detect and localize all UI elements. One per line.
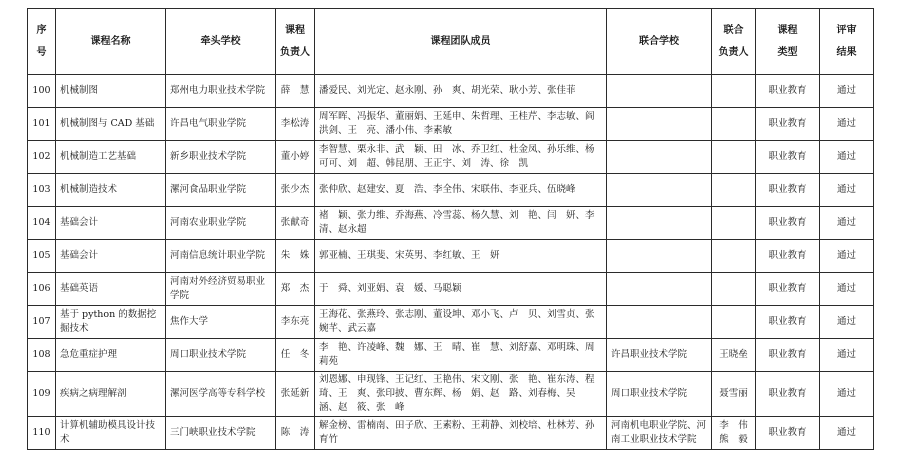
- header-joint-leader-line1: 联合: [723, 24, 744, 36]
- cell-joint-school: 河南机电职业学院、河南工业职业技术学院: [607, 417, 712, 450]
- table-row: [28, 141, 874, 174]
- cell-type: 职业教育: [756, 306, 820, 339]
- cell-result: 通过: [820, 417, 874, 450]
- table-row: [28, 417, 874, 450]
- table-row: [28, 108, 874, 141]
- header-joint-leader: [712, 9, 756, 75]
- cell-result: 通过: [820, 75, 874, 108]
- cell-type: 职业教育: [756, 273, 820, 306]
- cell-seq: 110: [28, 417, 56, 450]
- cell-result: 通过: [820, 273, 874, 306]
- cell-course: 基于 python 的数据挖掘技术: [56, 306, 166, 339]
- cell-joint-school: [607, 273, 712, 306]
- cell-result: 通过: [820, 372, 874, 417]
- cell-joint-school: [607, 306, 712, 339]
- table-body: [28, 75, 874, 450]
- cell-members: 潘爱民、刘光定、赵永刚、孙 爽、胡光荣、耿小芳、张佳菲: [315, 75, 607, 108]
- cell-members: 周军晖、冯振华、董丽娟、王延申、朱哲理、王桂芹、李志敏、阎洪剑、王 亮、潘小伟、李素敏: [315, 108, 607, 141]
- cell-course: 机械制图: [56, 75, 166, 108]
- cell-members: 郭亚楠、王琪斐、宋英男、李红敏、王 妍: [315, 240, 607, 273]
- cell-members: 刘恩娜、申现锋、王记红、王艳伟、宋文刚、张 艳、崔东涛、程 琦、王 爽、张印披、曹东辉、杨 娟、赵 路、刘春梅、吴 涵、赵 筱、张 峰: [315, 372, 607, 417]
- cell-leader: 张少杰: [276, 174, 315, 207]
- cell-members: 李 艳、许凌峰、魏 娜、王 晴、崔 慧、刘舒嘉、邓明珠、周莉苑: [315, 339, 607, 372]
- cell-joint-leader: [712, 141, 756, 174]
- cell-course: 急危重症护理: [56, 339, 166, 372]
- cell-seq: 107: [28, 306, 56, 339]
- cell-course: 机械制造技术: [56, 174, 166, 207]
- table-row: [28, 306, 874, 339]
- cell-joint-school: [607, 108, 712, 141]
- cell-type: 职业教育: [756, 174, 820, 207]
- cell-school: 周口职业技术学院: [166, 339, 276, 372]
- header-result-line1: 评审: [836, 24, 857, 36]
- cell-joint-leader: [712, 75, 756, 108]
- cell-type: 职业教育: [756, 372, 820, 417]
- cell-members: 于 舜、刘亚娟、袁 媛、马聪颖: [315, 273, 607, 306]
- cell-school: 郑州电力职业技术学院: [166, 75, 276, 108]
- cell-joint-leader: [712, 207, 756, 240]
- cell-type: 职业教育: [756, 339, 820, 372]
- table-row: [28, 273, 874, 306]
- table-row: [28, 174, 874, 207]
- header-type-line1: 课程: [777, 24, 798, 36]
- cell-type: 职业教育: [756, 417, 820, 450]
- cell-joint-school: 周口职业技术学院: [607, 372, 712, 417]
- cell-leader: 任 冬: [276, 339, 315, 372]
- cell-leader: 董小婷: [276, 141, 315, 174]
- cell-seq: 100: [28, 75, 56, 108]
- cell-leader: 陈 涛: [276, 417, 315, 450]
- cell-course: 机械制图与 CAD 基础: [56, 108, 166, 141]
- cell-school: 焦作大学: [166, 306, 276, 339]
- table-row: [28, 372, 874, 417]
- table-row: [28, 75, 874, 108]
- cell-result: 通过: [820, 108, 874, 141]
- cell-leader: 郑 杰: [276, 273, 315, 306]
- header-leader-line1: 课程: [285, 24, 305, 36]
- cell-type: 职业教育: [756, 207, 820, 240]
- cell-course: 疾病之病理解剖: [56, 372, 166, 417]
- cell-joint-leader: 李 伟 熊 毅: [712, 417, 756, 450]
- header-type-line2: 类型: [777, 46, 798, 58]
- cell-members: 张仲欣、赵建安、夏 浩、李全伟、宋联伟、李亚兵、伍晓峰: [315, 174, 607, 207]
- cell-joint-school: [607, 240, 712, 273]
- cell-joint-leader: 王晓垒: [712, 339, 756, 372]
- cell-joint-school: [607, 174, 712, 207]
- cell-joint-leader: [712, 108, 756, 141]
- cell-seq: 101: [28, 108, 56, 141]
- header-result-line2: 结果: [836, 46, 857, 58]
- cell-joint-leader: [712, 306, 756, 339]
- header-leader: [276, 9, 315, 75]
- cell-leader: 张延新: [276, 372, 315, 417]
- cell-members: 褚 颖、张力维、乔海燕、冷雪蕊、杨久慧、刘 艳、闫 妍、李 清、赵永超: [315, 207, 607, 240]
- cell-school: 新乡职业技术学院: [166, 141, 276, 174]
- cell-result: 通过: [820, 174, 874, 207]
- cell-seq: 109: [28, 372, 56, 417]
- header-course-name: 课程名称: [56, 9, 166, 75]
- cell-joint-school: [607, 75, 712, 108]
- cell-type: 职业教育: [756, 240, 820, 273]
- cell-leader: 朱 姝: [276, 240, 315, 273]
- cell-members: 李智慧、栗永非、武 颖、田 冰、乔卫红、杜金凤、孙乐维、杨可可、刘 超、韩昆朋、王正宇、刘 涛、徐 凯: [315, 141, 607, 174]
- table-row: [28, 207, 874, 240]
- cell-joint-school: 许昌职业技术学院: [607, 339, 712, 372]
- cell-type: 职业教育: [756, 108, 820, 141]
- table-header: [28, 9, 874, 75]
- course-review-table: [27, 8, 874, 450]
- cell-school: 漯河食品职业学院: [166, 174, 276, 207]
- cell-joint-leader: 聂雪丽: [712, 372, 756, 417]
- cell-school: 河南对外经济贸易职业学院: [166, 273, 276, 306]
- cell-school: 三门峡职业技术学院: [166, 417, 276, 450]
- cell-course: 基础英语: [56, 273, 166, 306]
- header-joint-leader-line2: 负责人: [718, 46, 749, 58]
- cell-school: 河南农业职业学院: [166, 207, 276, 240]
- cell-leader: 李东亮: [276, 306, 315, 339]
- cell-result: 通过: [820, 207, 874, 240]
- cell-seq: 105: [28, 240, 56, 273]
- cell-school: 河南信息统计职业学院: [166, 240, 276, 273]
- header-joint-school: 联合学校: [607, 9, 712, 75]
- cell-leader: 薛 慧: [276, 75, 315, 108]
- cell-leader: 李松涛: [276, 108, 315, 141]
- cell-leader: 张献奇: [276, 207, 315, 240]
- cell-result: 通过: [820, 240, 874, 273]
- cell-seq: 106: [28, 273, 56, 306]
- header-leader-line2: 负责人: [280, 46, 310, 58]
- cell-joint-leader: [712, 240, 756, 273]
- header-lead-school: 牵头学校: [166, 9, 276, 75]
- cell-joint-school: [607, 141, 712, 174]
- cell-school: 漯河医学高等专科学校: [166, 372, 276, 417]
- table-row: [28, 339, 874, 372]
- header-type: [756, 9, 820, 75]
- header-members: 课程团队成员: [315, 9, 607, 75]
- cell-seq: 108: [28, 339, 56, 372]
- cell-joint-school: [607, 207, 712, 240]
- cell-seq: 102: [28, 141, 56, 174]
- cell-result: 通过: [820, 306, 874, 339]
- cell-seq: 104: [28, 207, 56, 240]
- header-result: [820, 9, 874, 75]
- cell-type: 职业教育: [756, 75, 820, 108]
- cell-course: 基础会计: [56, 240, 166, 273]
- cell-members: 解金榜、雷楠南、田子欣、王素粉、王莉静、刘校培、杜林芳、孙育竹: [315, 417, 607, 450]
- header-row: [28, 9, 874, 75]
- cell-joint-leader: [712, 273, 756, 306]
- cell-course: 计算机辅助模具设计技术: [56, 417, 166, 450]
- cell-result: 通过: [820, 339, 874, 372]
- table-row: [28, 240, 874, 273]
- cell-course: 基础会计: [56, 207, 166, 240]
- cell-school: 许昌电气职业学院: [166, 108, 276, 141]
- cell-course: 机械制造工艺基础: [56, 141, 166, 174]
- cell-joint-leader: [712, 174, 756, 207]
- cell-result: 通过: [820, 141, 874, 174]
- header-seq: 序号: [28, 9, 56, 75]
- cell-members: 王海花、张燕玲、张志刚、董设坤、邓小飞、卢 贝、刘雪贞、张婉芊、武云嘉: [315, 306, 607, 339]
- cell-type: 职业教育: [756, 141, 820, 174]
- cell-seq: 103: [28, 174, 56, 207]
